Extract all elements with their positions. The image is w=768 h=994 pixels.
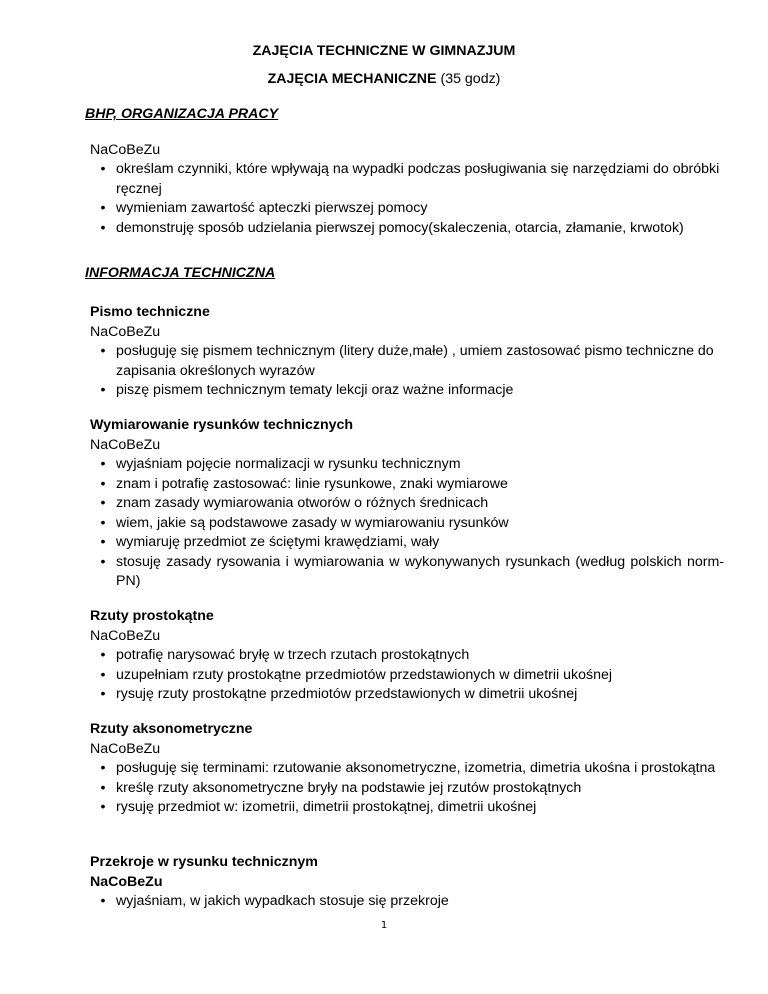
list-item: • wymiaruję przedmiot ze ściętymi krawędziami, wały <box>90 533 724 553</box>
list-item: • określam czynniki, które wpływają na wypadki podczas posługiwania się narzędziami do obróbki ręcznej <box>90 160 724 199</box>
section-przekroje <box>90 852 724 912</box>
wymiarowanie-list <box>90 455 724 592</box>
section-bhp <box>90 140 724 238</box>
subtitle-hours: (35 godz) <box>436 71 501 87</box>
subsection-title: Pismo techniczne <box>90 304 210 320</box>
list-item: • rysuję przedmiot w: izometrii, dimetrii prostokątnej, dimetrii ukośnej <box>90 798 724 818</box>
list-item: • posługuję się terminami: rzutowanie aksonometryczne, izometria, dimetria ukośna i prostokątna <box>90 759 724 779</box>
subsection-title: Przekroje w rysunku technicznym <box>90 854 318 870</box>
bullet-icon <box>98 892 108 912</box>
nacobezu-label: NaCoBeZu <box>90 142 161 158</box>
nacobezu-label: NaCoBeZu <box>90 628 161 644</box>
list-item: • potrafię narysować bryłę w trzech rzutach prostokątnych <box>90 646 724 666</box>
nacobezu-label: NaCoBeZu <box>90 324 161 340</box>
list-item: • kreślę rzuty aksonometryczne bryły na podstawie jej rzutów prostokątnych <box>90 779 724 799</box>
page-number: 1 <box>380 920 388 931</box>
bullet-icon <box>98 199 108 219</box>
bullet-icon <box>98 455 108 475</box>
bullet-icon <box>98 219 108 239</box>
list-item: • demonstruję sposób udzielania pierwszej pomocy(skaleczenia, otarcia, złamanie, krwotok) <box>90 219 724 239</box>
section-rzuty-aksonometryczne <box>90 719 724 818</box>
list-item: • rysuję rzuty prostokątne przedmiotów przedstawionych w dimetrii ukośnej <box>90 685 724 705</box>
przekroje-list <box>90 892 724 912</box>
section-pismo <box>90 302 724 401</box>
section-rzuty-prostokatne <box>90 606 724 705</box>
list-item: • znam i potrafię zastosować: linie rysunkowe, znaki wymiarowe <box>90 475 724 495</box>
list-item: • wymieniam zawartość apteczki pierwszej pomocy <box>90 199 724 219</box>
bullet-icon <box>98 666 108 686</box>
pismo-list <box>90 342 724 401</box>
bullet-icon <box>98 646 108 666</box>
document-subtitle <box>0 71 768 87</box>
list-item: • stosuję zasady rysowania i wymiarowania w wykonywanych rysunkach (według polskich norm- PN) <box>90 553 724 592</box>
nacobezu-label: NaCoBeZu <box>90 874 163 890</box>
bullet-icon <box>98 475 108 495</box>
bullet-icon <box>98 779 108 799</box>
list-item: • wyjaśniam, w jakich wypadkach stosuje się przekroje <box>90 892 724 912</box>
bullet-icon <box>98 798 108 818</box>
bullet-icon <box>98 342 108 362</box>
bullet-icon <box>98 494 108 514</box>
subsection-title: Rzuty aksonometryczne <box>90 721 253 737</box>
list-item: • znam zasady wymiarowania otworów o różnych średnicach <box>90 494 724 514</box>
bullet-icon <box>98 759 108 779</box>
bullet-icon <box>98 685 108 705</box>
list-item: • piszę pismem technicznym tematy lekcji oraz ważne informacje <box>90 381 724 401</box>
subtitle-bold: ZAJĘCIA MECHANICZNE <box>267 71 437 87</box>
bullet-icon <box>98 553 108 573</box>
bullet-icon <box>98 381 108 401</box>
section-heading-informacja: INFORMACJA TECHNICZNA <box>85 265 276 281</box>
bullet-icon <box>98 160 108 180</box>
nacobezu-label: NaCoBeZu <box>90 741 161 757</box>
rzuty-prostokatne-list <box>90 646 724 705</box>
bhp-list <box>90 160 724 238</box>
section-wymiarowanie <box>90 415 724 592</box>
section-heading-bhp: BHP, ORGANIZACJA PRACY <box>85 106 279 122</box>
bullet-icon <box>98 514 108 534</box>
list-item: • wiem, jakie są podstawowe zasady w wymiarowaniu rysunków <box>90 514 724 534</box>
subsection-title: Wymiarowanie rysunków technicznych <box>90 417 354 433</box>
document-title: ZAJĘCIA TECHNICZNE W GIMNAZJUM <box>252 43 516 59</box>
rzuty-aksonometryczne-list <box>90 759 724 818</box>
list-item: • uzupełniam rzuty prostokątne przedmiotów przedstawionych w dimetrii ukośnej <box>90 666 724 686</box>
nacobezu-label: NaCoBeZu <box>90 437 161 453</box>
subsection-title: Rzuty prostokątne <box>90 608 214 624</box>
list-item: • posługuję się pismem technicznym (litery duże,małe) , umiem zastosować pismo techniczne do zapisania określonych wyrazów <box>90 342 724 381</box>
list-item: • wyjaśniam pojęcie normalizacji w rysunku technicznym <box>90 455 724 475</box>
bullet-icon <box>98 533 108 553</box>
